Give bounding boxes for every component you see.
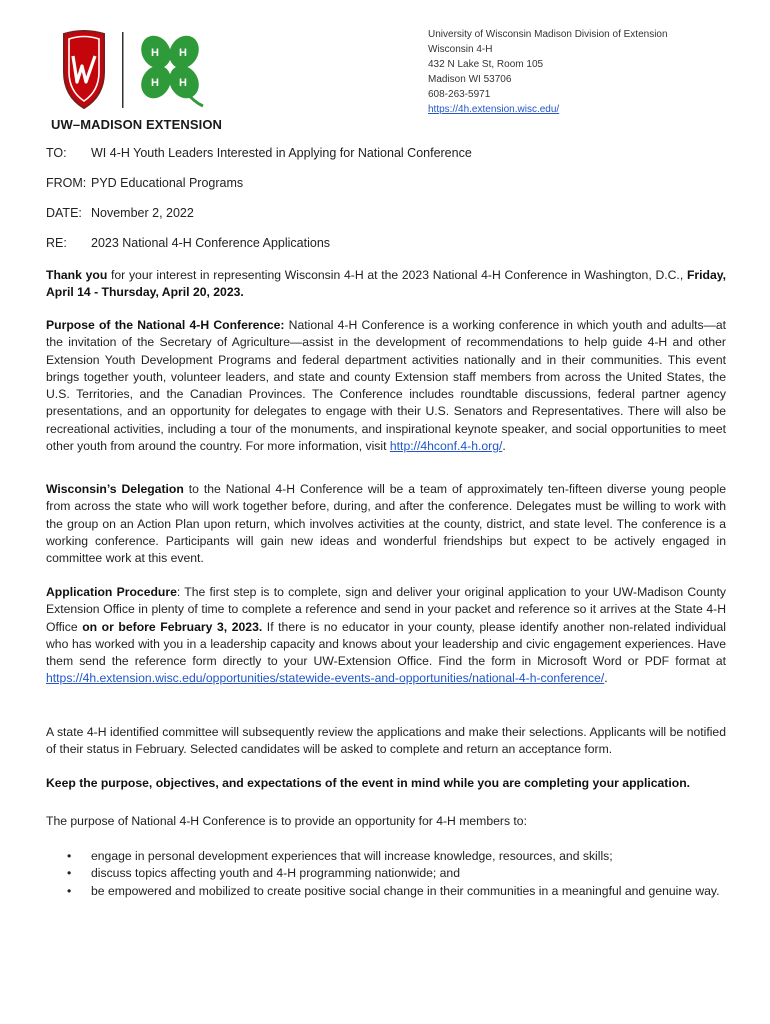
paragraph-keep-purpose	[46, 775, 726, 792]
address-line: 608-263-5971	[428, 89, 491, 100]
paragraph-purpose-intro	[46, 813, 726, 830]
bullet-icon: •	[67, 866, 72, 881]
paragraph-delegation	[46, 481, 726, 567]
website-link[interactable]: https://4h.extension.wisc.edu/	[428, 104, 560, 115]
bold-text: Purpose of the National 4-H Conference:	[46, 318, 285, 332]
uw-extension-4h-logo	[58, 30, 218, 110]
svg-text:H: H	[151, 77, 159, 89]
svg-text:H: H	[179, 47, 187, 59]
list-item-text: discuss topics affecting youth and 4-H programming nationwide; and	[91, 866, 460, 881]
bullet-icon: •	[67, 849, 72, 863]
memo-from-value: PYD Educational Programs	[91, 176, 244, 190]
paragraph-text: : The first step is to complete, sign and deliver your original application to your UW-Madison County Extension Office in plenty of time to complete a reference and send in your packet and reference so it arrives at the State 4-H Office	[46, 585, 726, 634]
list-item	[46, 848, 726, 865]
paragraph-text: A state 4-H identified committee will subsequently review the applications and make their selections. Applicants will be notified of their status in February. Selected candidates will be asked to complete and return an acceptance form.	[46, 725, 726, 757]
paragraph-application	[46, 584, 726, 688]
address-line: Wisconsin 4-H	[428, 44, 493, 55]
paragraph-text: If there is no educator in your county, please identify another non-related individual who has worked with you in a leadership capacity and knows about your leadership and civic engagement experiences. Have them send the reference form directly to your UW-Extension Office. Find the form in Microsoft Word or PDF format at	[46, 619, 727, 669]
svg-text:H: H	[179, 77, 187, 89]
address-line: 432 N Lake St, Room 105	[428, 59, 544, 70]
address-line: Madison WI 53706	[428, 74, 512, 85]
bold-text: Thank you	[46, 268, 108, 282]
memo-re	[46, 236, 330, 250]
svg-text:H: H	[151, 47, 159, 59]
paragraph-text: .	[502, 439, 506, 454]
paragraph-text: National 4-H Conference is a working conference in which youth and adults—at the invitation of the Secretary of Agriculture—assist in the development of recommendations to help guide 4-H and other Extension Youth Development Programs and federal department activities nationally and in their communities. This event brings together youth, volunteer leaders, and state and county Extension staff members from across the United States, the U.S. Territories, and the Canadian Provinces. The Conference includes roundtable discussions, federal partner agency presentations, and an opportunity for delegates to engage with their U.S. Senators and Representatives. There will also be recreational activities, including a tour of the monuments, and inspirational keynote speaker, and social opportunities to meet other youth from around the country. For more information, visit	[46, 318, 726, 454]
bold-text: Friday, April 14 - Thursday, April 20, 2023.	[46, 268, 726, 300]
purpose-bullet-list	[46, 848, 726, 900]
memo-to-label: TO:	[46, 146, 67, 160]
list-item-text: engage in personal development experiences that will increase knowledge, resources, and skills;	[91, 849, 613, 863]
bold-text: Application Procedure	[46, 585, 177, 599]
memo-date-value: November 2, 2022	[91, 206, 194, 220]
bold-text: Keep the purpose, objectives, and expectations of the event in mind while you are completing your application.	[46, 776, 691, 790]
paragraph-text: for your interest in representing Wisconsin 4-H at the 2023 National 4-H Conference in Washington, D.C.,	[107, 268, 687, 282]
return-address	[428, 27, 668, 117]
memo-re-value: 2023 National 4-H Conference Applications	[91, 236, 331, 250]
paragraph-text: to the National 4-H Conference will be a team of approximately ten-fifteen diverse young people from across the state who will work together before, during, and after the conference. Delegates must be willing to work with the group on an Action Plan upon return, which involves activities at the county, district, and state level. The conference is a working conference. Participants will gain new ideas and wonderful friendships but expect to be actively engaged in committee work at this event.	[46, 482, 726, 566]
memo-from-label: FROM:	[46, 176, 87, 190]
bold-text: on or before February 3, 2023.	[82, 619, 263, 634]
memo-date	[46, 206, 194, 220]
list-item	[46, 883, 726, 900]
list-item-text: be empowered and mobilized to create positive social change in their communities in a meaningful and genuine way.	[91, 883, 720, 898]
bullet-icon: •	[67, 883, 72, 898]
memo-from	[46, 176, 243, 190]
paragraph-text: .	[604, 671, 608, 686]
bold-text: Wisconsin’s Delegation	[46, 482, 184, 496]
paragraph-purpose	[46, 317, 726, 455]
list-item	[46, 865, 726, 882]
paragraph-text: The purpose of National 4-H Conference is to provide an opportunity for 4-H members to:	[46, 814, 527, 828]
conference-link[interactable]: http://4hconf.4-h.org/	[389, 439, 503, 454]
memo-re-label: RE:	[46, 236, 67, 250]
4h-clover-icon	[135, 30, 204, 106]
logo-wordmark: UW–MADISON EXTENSION	[51, 117, 223, 132]
application-form-link[interactable]: https://4h.extension.wisc.edu/opportunities/statewide-events-and-opportunities/national-4-h-conference/	[46, 671, 605, 686]
paragraph-thank-you	[46, 267, 726, 302]
memo-to-value: WI 4-H Youth Leaders Interested in Applying for National Conference	[91, 146, 472, 160]
paragraph-committee	[46, 724, 726, 759]
memo-to	[46, 146, 472, 160]
address-line: University of Wisconsin Madison Division of Extension	[428, 29, 668, 40]
memo-date-label: DATE:	[46, 206, 82, 220]
